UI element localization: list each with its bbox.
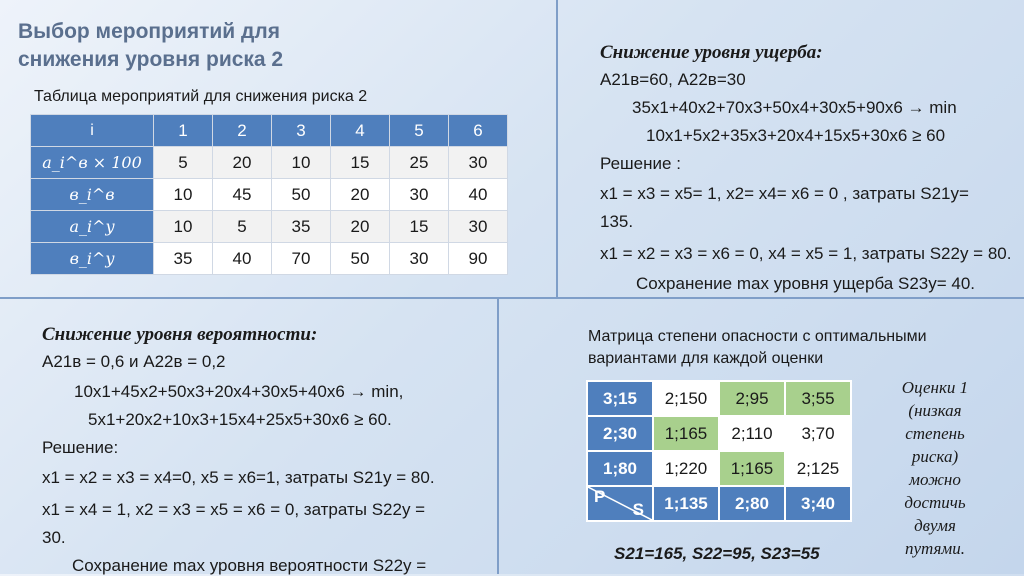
note-line: достичь (904, 493, 966, 512)
matrix-cell-optimal: 1;165 (653, 416, 719, 451)
table-row (31, 179, 508, 211)
header-cell: 4 (331, 115, 390, 147)
page-title (18, 18, 283, 74)
header-cell: 3 (272, 115, 331, 147)
row-label: в_i^y (31, 243, 154, 275)
table-cell: 35 (272, 211, 331, 243)
prob-solution-label: Решение: (42, 438, 119, 457)
matrix-bottom-cell: 1;135 (653, 486, 719, 521)
matrix-cell: 3;70 (785, 416, 851, 451)
matrix-row-label: 2;30 (587, 416, 653, 451)
damage-solution-2: x1 = x2 = x3 = x6 = 0, x4 = x5 = 1, затраты S22y = 80. (600, 244, 1012, 263)
note-line: можно (909, 470, 961, 489)
matrix-corner-cell (587, 486, 653, 521)
table-cell: 5 (154, 147, 213, 179)
danger-matrix (586, 380, 852, 522)
prob-solution-1: x1 = x2 = x3 = x4=0, x5 = x6=1, затраты S21y = 80. (42, 468, 435, 487)
damage-solution-1: x1 = x3 = x5= 1, x2= x4= x6 = 0 , затраты S21y= (600, 184, 969, 203)
header-cell: 1 (154, 115, 213, 147)
vertical-divider-bottom (497, 297, 499, 574)
matrix-cell: 2;150 (653, 381, 719, 416)
table-cell: 15 (390, 211, 449, 243)
matrix-cell-optimal: 3;55 (785, 381, 851, 416)
table-cell: 10 (154, 211, 213, 243)
prob-given: A21в = 0,6 и A22в = 0,2 (42, 352, 226, 371)
corner-p-label: P (594, 487, 606, 506)
table-cell: 40 (213, 243, 272, 275)
table-cell: 20 (331, 179, 390, 211)
title-line-2: снижения уровня риска 2 (18, 48, 284, 71)
note-box (880, 376, 990, 560)
matrix-row (587, 381, 851, 416)
table-cell: 15 (331, 147, 390, 179)
note-line: двумя (914, 516, 956, 535)
prob-constraint: 5x1+20x2+10x3+15x4+25x5+30x6 ≥ 60. (88, 410, 392, 429)
matrix-bottom-cell: 3;40 (785, 486, 851, 521)
damage-given: A21в=60, A22в=30 (600, 70, 746, 89)
matrix-bottom-cell: 2;80 (719, 486, 785, 521)
table-cell: 30 (390, 179, 449, 211)
row-label: a_i^y (31, 211, 154, 243)
header-cell: 2 (213, 115, 272, 147)
matrix-cell: 1;220 (653, 451, 719, 486)
table-cell: 10 (272, 147, 331, 179)
damage-solution-label: Решение : (600, 154, 681, 173)
measures-table (30, 114, 508, 275)
note-line: (низкая (908, 401, 962, 420)
vertical-divider-top (556, 0, 558, 297)
matrix-cell-optimal: 2;95 (719, 381, 785, 416)
matrix-corner (588, 487, 652, 520)
prob-keep: Сохранение max уровня вероятности S22y = (72, 556, 427, 575)
table-cell: 90 (449, 243, 508, 275)
table-cell: 50 (331, 243, 390, 275)
prob-objective: 10x1+45x2+50x3+20x4+30x5+40x6 → min, (74, 382, 404, 401)
title-line-1: Выбор мероприятий для (18, 20, 280, 43)
damage-objective: 35x1+40x2+70x3+50x4+30x5+90x6 → min (632, 98, 957, 117)
table-header-row (31, 115, 508, 147)
note-line: степень (905, 424, 965, 443)
corner-s-label: S (632, 500, 644, 519)
matrix-caption-1: Матрица степени опасности с оптимальными (588, 328, 927, 345)
damage-constraint: 10x1+5x2+35x3+20x4+15x5+30x6 ≥ 60 (646, 126, 946, 145)
note-line: риска) (911, 447, 959, 466)
note-line: Оценки 1 (901, 378, 969, 397)
row-label: в_i^в (31, 179, 154, 211)
table-cell: 45 (213, 179, 272, 211)
table-row (31, 211, 508, 243)
damage-heading: Снижение уровня ущерба: (600, 42, 823, 63)
matrix-caption-2: вариантами для каждой оценки (588, 350, 824, 367)
matrix-cell-optimal: 1;165 (719, 451, 785, 486)
matrix-row (587, 416, 851, 451)
horizontal-divider (0, 297, 1024, 299)
matrix-row-label: 1;80 (587, 451, 653, 486)
row-label: a_i^в × 100 (31, 147, 154, 179)
table-cell: 10 (154, 179, 213, 211)
table-cell: 50 (272, 179, 331, 211)
table-cell: 30 (449, 211, 508, 243)
prob-solution-2-cont: 30. (42, 528, 66, 547)
table-cell: 25 (390, 147, 449, 179)
matrix-row (587, 451, 851, 486)
table1-caption: Таблица мероприятий для снижения риска 2 (34, 88, 368, 105)
table-row (31, 243, 508, 275)
table-cell: 5 (213, 211, 272, 243)
header-cell: i (31, 115, 154, 147)
table-cell: 35 (154, 243, 213, 275)
prob-heading: Снижение уровня вероятности: (42, 324, 318, 345)
table-cell: 20 (213, 147, 272, 179)
header-cell: 6 (449, 115, 508, 147)
matrix-cell: 2;125 (785, 451, 851, 486)
note-line: путями. (904, 539, 966, 558)
matrix-summary: S21=165, S22=95, S23=55 (614, 544, 820, 563)
prob-solution-2: x1 = x4 = 1, x2 = x3 = x5 = x6 = 0, затраты S22y = (42, 500, 426, 519)
table-cell: 30 (449, 147, 508, 179)
table-cell: 70 (272, 243, 331, 275)
damage-solution-1-cont: 135. (600, 212, 634, 231)
matrix-row (587, 486, 851, 521)
table-cell: 30 (390, 243, 449, 275)
matrix-cell: 2;110 (719, 416, 785, 451)
table-cell: 40 (449, 179, 508, 211)
table-row (31, 147, 508, 179)
matrix-row-label: 3;15 (587, 381, 653, 416)
damage-keep: Сохранение max уровня ущерба S23y= 40. (636, 274, 976, 293)
table-cell: 20 (331, 211, 390, 243)
header-cell: 5 (390, 115, 449, 147)
